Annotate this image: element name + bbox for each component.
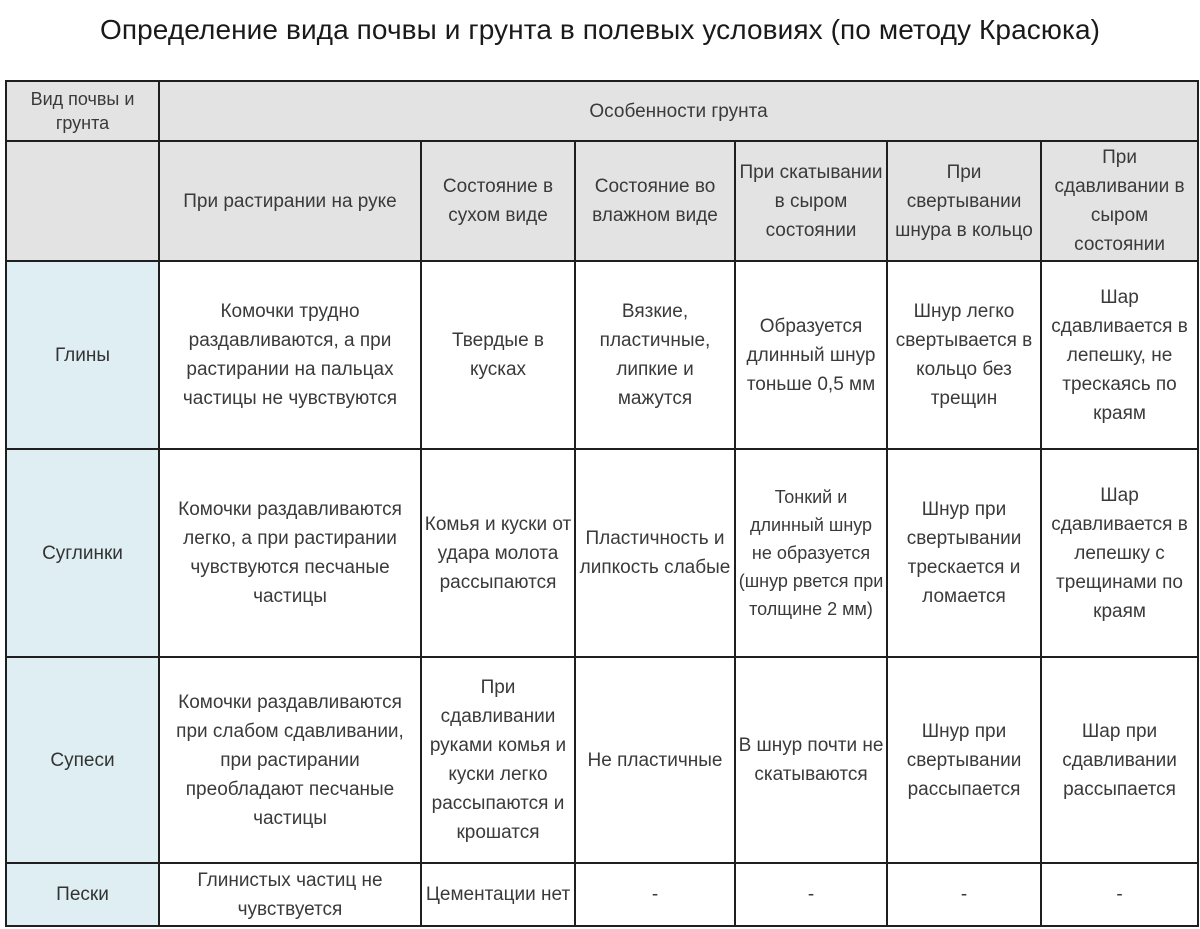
corner-header-blank [6, 141, 159, 261]
header-row-columns [6, 141, 1198, 261]
table-cell: Комочки раздавливаются легко, а при растирании чувствуются песчаные частицы [159, 449, 421, 657]
table-cell: Шар при сдавливании рассыпается [1041, 657, 1198, 863]
table-cell: - [575, 863, 735, 926]
table-cell: - [887, 863, 1041, 926]
table-cell: Вязкие, пластичные, липкие и мажутся [575, 261, 735, 449]
table-row [6, 261, 1198, 449]
column-header: При сдавливании в сыром состоянии [1041, 141, 1198, 261]
table-cell: - [735, 863, 887, 926]
table-row [6, 863, 1198, 926]
table-cell: Не пластичные [575, 657, 735, 863]
table-cell: - [1041, 863, 1198, 926]
table-cell: Шнур при свертывании рассыпается [887, 657, 1041, 863]
table-cell: Шар сдавливается в лепешку, не трескаясь по краям [1041, 261, 1198, 449]
table-cell: При сдавливании руками комья и куски легко рассыпаются и крошатся [421, 657, 575, 863]
table-cell: Шар сдавливается в лепешку с трещинами по краям [1041, 449, 1198, 657]
row-header: Пески [6, 863, 159, 926]
table-cell: Комья и куски от удара молота рассыпаются [421, 449, 575, 657]
table-cell: Пластичность и липкость слабые [575, 449, 735, 657]
table-cell: Глинистых частиц не чувствуется [159, 863, 421, 926]
table-cell: Комочки раздавливаются при слабом сдавливании, при растирании преобладают песчаные частицы [159, 657, 421, 863]
row-header: Супеси [6, 657, 159, 863]
table-cell: Шнур легко свертывается в кольцо без трещин [887, 261, 1041, 449]
table-cell: Цементации нет [421, 863, 575, 926]
column-header: Состояние в сухом виде [421, 141, 575, 261]
table-cell: Образуется длинный шнур тоньше 0,5 мм [735, 261, 887, 449]
table-cell: В шнур почти не скатываются [735, 657, 887, 863]
group-header: Особенности грунта [159, 81, 1198, 141]
soil-classification-table [5, 80, 1199, 927]
column-header: При скатывании в сыром состоянии [735, 141, 887, 261]
corner-header: Вид почвы и грунта [6, 81, 159, 141]
row-header: Глины [6, 261, 159, 449]
table-cell: Шнур при свертывании трескается и ломается [887, 449, 1041, 657]
column-header: При свертывании шнура в кольцо [887, 141, 1041, 261]
table-cell: Комочки трудно раздавливаются, а при растирании на пальцах частицы не чувствуются [159, 261, 421, 449]
table-cell: Твердые в кусках [421, 261, 575, 449]
table-row [6, 449, 1198, 657]
row-header: Суглинки [6, 449, 159, 657]
page-title: Определение вида почвы и грунта в полевых условиях (по методу Красюка) [99, 14, 1101, 45]
column-header: Состояние во влажном виде [575, 141, 735, 261]
table-cell: Тонкий и длинный шнур не образуется (шнур рвется при толщине 2 мм) [735, 449, 887, 657]
table-row [6, 657, 1198, 863]
header-row-top [6, 81, 1198, 141]
column-header: При растирании на руке [159, 141, 421, 261]
